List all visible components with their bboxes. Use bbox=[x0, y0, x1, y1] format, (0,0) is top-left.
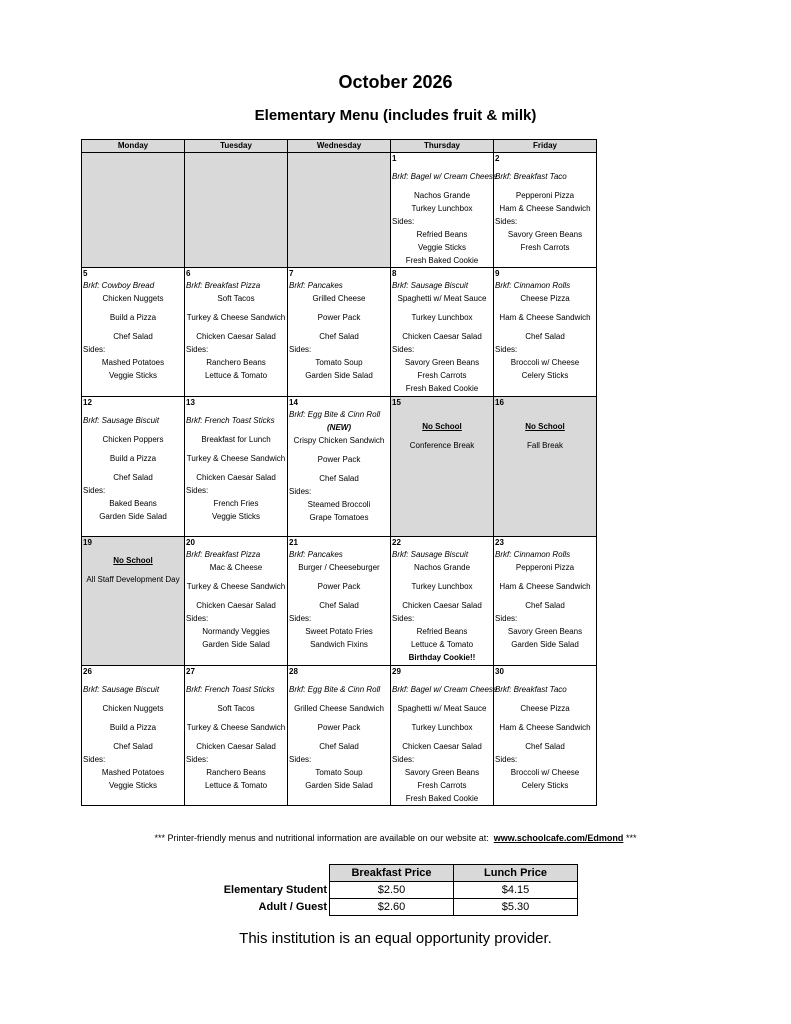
menu-item: Crispy Chicken Sandwich bbox=[293, 436, 385, 445]
weekday-header: Monday bbox=[82, 140, 185, 153]
day-cell bbox=[494, 537, 597, 666]
breakfast-price-header: Breakfast Price bbox=[330, 865, 454, 882]
menu-item: Soft Tacos bbox=[217, 294, 255, 303]
day-cell bbox=[185, 397, 288, 537]
day-cell bbox=[494, 268, 597, 397]
breakfast-item: Brkf: Egg Bite & Cinn Roll bbox=[289, 685, 381, 694]
day-cell bbox=[391, 153, 498, 268]
special-item: Birthday Cookie!! bbox=[408, 653, 476, 662]
price-row bbox=[216, 882, 578, 899]
menu-item: French Fries bbox=[213, 499, 259, 508]
menu-item: Fresh Carrots bbox=[417, 781, 467, 790]
menu-item: Chef Salad bbox=[319, 742, 359, 751]
menu-item: All Staff Development Day bbox=[86, 575, 180, 584]
day-cell bbox=[288, 153, 391, 268]
breakfast-item: Brkf: Sausage Biscuit bbox=[83, 416, 160, 425]
menu-item: Chicken Poppers bbox=[102, 435, 164, 444]
week-row bbox=[82, 666, 597, 806]
menu-item: Spaghetti w/ Meat Sauce bbox=[397, 704, 487, 713]
breakfast-item: Brkf: Breakfast Taco bbox=[495, 685, 567, 694]
menu-item: Build a Pizza bbox=[109, 313, 157, 322]
day-number: 13 bbox=[186, 398, 195, 407]
menu-item: Savory Green Beans bbox=[507, 627, 583, 636]
menu-item: Tomato Soup bbox=[315, 768, 363, 777]
sides-label: Sides: bbox=[289, 755, 312, 764]
menu-item: Veggie Sticks bbox=[417, 243, 467, 252]
day-number: 9 bbox=[495, 269, 500, 278]
menu-item: Lettuce & Tomato bbox=[410, 640, 474, 649]
day-number: 27 bbox=[186, 667, 195, 676]
menu-item: Lettuce & Tomato bbox=[204, 781, 268, 790]
menu-item: Chicken Caesar Salad bbox=[196, 601, 276, 610]
sides-label: Sides: bbox=[83, 755, 106, 764]
day-number: 20 bbox=[186, 538, 195, 547]
day-cell bbox=[494, 666, 597, 806]
week-row bbox=[82, 153, 597, 268]
menu-item: Chicken Caesar Salad bbox=[196, 473, 276, 482]
day-cell bbox=[82, 268, 185, 397]
menu-item: Nachos Grande bbox=[413, 191, 471, 200]
menu-item: Baked Beans bbox=[109, 499, 157, 508]
menu-item: Fresh Baked Cookie bbox=[405, 384, 479, 393]
menu-item: Turkey Lunchbox bbox=[411, 204, 473, 213]
sides-label: Sides: bbox=[495, 614, 518, 623]
menu-item: Broccoli w/ Cheese bbox=[510, 768, 580, 777]
menu-item: Turkey & Cheese Sandwich bbox=[186, 313, 286, 322]
menu-item: Celery Sticks bbox=[521, 371, 569, 380]
menu-item: Breakfast for Lunch bbox=[201, 435, 271, 444]
day-number: 7 bbox=[289, 269, 294, 278]
breakfast-item: Brkf: Cinnamon Rolls bbox=[495, 550, 571, 559]
day-number: 23 bbox=[495, 538, 504, 547]
menu-item: Cheese Pizza bbox=[520, 294, 570, 303]
menu-item: Chicken Caesar Salad bbox=[196, 332, 276, 341]
menu-item: Chef Salad bbox=[113, 332, 153, 341]
day-number: 1 bbox=[392, 154, 397, 163]
menu-item: Broccoli w/ Cheese bbox=[510, 358, 580, 367]
menu-item: Chicken Caesar Salad bbox=[402, 742, 482, 751]
day-cell bbox=[391, 268, 494, 397]
breakfast-item: Brkf: Sausage Biscuit bbox=[83, 685, 160, 694]
lunch-price-header: Lunch Price bbox=[454, 865, 578, 882]
menu-item: Turkey Lunchbox bbox=[411, 582, 473, 591]
menu-item: Power Pack bbox=[317, 723, 361, 732]
menu-item: Chef Salad bbox=[525, 601, 565, 610]
menu-item: Garden Side Salad bbox=[511, 640, 579, 649]
price-table bbox=[216, 864, 578, 916]
day-number: 15 bbox=[392, 398, 401, 407]
menu-item: Ranchero Beans bbox=[206, 358, 266, 367]
website-link[interactable]: www.schoolcafe.com/Edmond bbox=[493, 833, 624, 843]
website-note-suffix: *** bbox=[625, 833, 637, 843]
menu-item: Celery Sticks bbox=[521, 781, 569, 790]
menu-item: Soft Tacos bbox=[217, 704, 255, 713]
menu-item: Power Pack bbox=[317, 313, 361, 322]
sides-label: Sides: bbox=[289, 614, 312, 623]
sides-label: Sides: bbox=[83, 345, 106, 354]
sides-label: Sides: bbox=[392, 345, 415, 354]
day-cell bbox=[391, 397, 494, 537]
sides-label: Sides: bbox=[186, 345, 209, 354]
breakfast-item: Brkf: Pancakes bbox=[289, 550, 343, 559]
day-cell bbox=[288, 666, 391, 806]
breakfast-price: $2.50 bbox=[330, 882, 454, 899]
website-note bbox=[0, 833, 791, 843]
menu-item: Mac & Cheese bbox=[209, 563, 263, 572]
breakfast-price: $2.60 bbox=[330, 899, 454, 916]
day-cell bbox=[391, 666, 498, 806]
price-row-label: Adult / Guest bbox=[258, 901, 327, 913]
menu-item: Nachos Grande bbox=[413, 563, 471, 572]
day-number: 30 bbox=[495, 667, 504, 676]
price-corner bbox=[216, 865, 330, 882]
day-number: 5 bbox=[83, 269, 88, 278]
lunch-price: $4.15 bbox=[454, 882, 578, 899]
menu-item: Fall Break bbox=[526, 441, 563, 450]
day-cell bbox=[82, 537, 185, 666]
menu-item: Chef Salad bbox=[525, 332, 565, 341]
page-title: October 2026 bbox=[338, 72, 453, 92]
menu-item: Ham & Cheese Sandwich bbox=[499, 204, 591, 213]
day-number: 8 bbox=[392, 269, 397, 278]
sides-label: Sides: bbox=[392, 614, 415, 623]
menu-item: Chef Salad bbox=[113, 742, 153, 751]
day-cell bbox=[185, 537, 288, 666]
lunch-price: $5.30 bbox=[454, 899, 578, 916]
menu-item: Chicken Caesar Salad bbox=[196, 742, 276, 751]
menu-item: Chicken Caesar Salad bbox=[402, 601, 482, 610]
week-row bbox=[82, 537, 597, 666]
menu-item: Tomato Soup bbox=[315, 358, 363, 367]
menu-item: Turkey & Cheese Sandwich bbox=[186, 454, 286, 463]
breakfast-item: Brkf: Breakfast Taco bbox=[495, 172, 567, 181]
day-cell bbox=[82, 153, 185, 268]
weekday-header: Friday bbox=[494, 140, 597, 153]
price-row bbox=[216, 899, 578, 916]
week-row bbox=[82, 268, 597, 397]
menu-item: Pepperoni Pizza bbox=[515, 563, 575, 572]
menu-item: Sandwich Fixins bbox=[310, 640, 368, 649]
menu-item: Garden Side Salad bbox=[99, 512, 167, 521]
menu-item: Turkey & Cheese Sandwich bbox=[186, 582, 286, 591]
menu-item: Turkey Lunchbox bbox=[411, 313, 473, 322]
weekday-header: Tuesday bbox=[185, 140, 288, 153]
day-number: 28 bbox=[289, 667, 298, 676]
day-cell bbox=[391, 537, 494, 666]
menu-item: Steamed Broccoli bbox=[307, 500, 371, 509]
menu-item: Fresh Carrots bbox=[417, 371, 467, 380]
equal-opportunity-statement: This institution is an equal opportunity provider. bbox=[239, 930, 552, 947]
menu-item: Build a Pizza bbox=[109, 454, 157, 463]
breakfast-item: Brkf: Bagel w/ Cream Cheese bbox=[392, 685, 498, 694]
menu-item: Mashed Potatoes bbox=[101, 358, 165, 367]
breakfast-item: Brkf: Breakfast Pizza bbox=[186, 550, 261, 559]
breakfast-item: Brkf: Cowboy Bread bbox=[83, 281, 155, 290]
menu-item: Ham & Cheese Sandwich bbox=[499, 723, 591, 732]
day-cell bbox=[185, 153, 288, 268]
menu-item: Garden Side Salad bbox=[305, 781, 373, 790]
menu-item: Fresh Carrots bbox=[520, 243, 570, 252]
menu-item: Cheese Pizza bbox=[520, 704, 570, 713]
menu-item: Chef Salad bbox=[525, 742, 565, 751]
menu-item: Savory Green Beans bbox=[404, 358, 480, 367]
day-cell bbox=[288, 268, 391, 397]
day-cell bbox=[185, 268, 288, 397]
day-cell bbox=[82, 666, 185, 806]
menu-item: Refried Beans bbox=[416, 230, 468, 239]
day-cell bbox=[288, 537, 391, 666]
weekday-header-row bbox=[82, 140, 597, 153]
sides-label: Sides: bbox=[186, 755, 209, 764]
menu-item: Veggie Sticks bbox=[211, 512, 261, 521]
weekday-header: Thursday bbox=[391, 140, 494, 153]
day-cell bbox=[185, 666, 288, 806]
sides-label: Sides: bbox=[495, 755, 518, 764]
menu-item: Fresh Baked Cookie bbox=[405, 256, 479, 265]
menu-item: Veggie Sticks bbox=[108, 371, 158, 380]
menu-item: Power Pack bbox=[317, 455, 361, 464]
day-number: 2 bbox=[495, 154, 500, 163]
menu-item: Conference Break bbox=[409, 441, 475, 450]
menu-item: Refried Beans bbox=[416, 627, 468, 636]
day-number: 21 bbox=[289, 538, 298, 547]
menu-item: Savory Green Beans bbox=[507, 230, 583, 239]
menu-item: Burger / Cheeseburger bbox=[298, 563, 380, 572]
page-subtitle: Elementary Menu (includes fruit & milk) bbox=[254, 107, 537, 124]
menu-item: Veggie Sticks bbox=[108, 781, 158, 790]
no-school-label: No School bbox=[113, 556, 153, 565]
day-number: 16 bbox=[495, 398, 504, 407]
day-cell bbox=[288, 397, 391, 537]
menu-item: Chef Salad bbox=[319, 601, 359, 610]
menu-item: Chicken Nuggets bbox=[102, 294, 164, 303]
menu-item: Ranchero Beans bbox=[206, 768, 266, 777]
sides-label: Sides: bbox=[495, 345, 518, 354]
week-row bbox=[82, 397, 597, 537]
website-note-text: *** Printer-friendly menus and nutritional information are available on our website at: bbox=[154, 833, 489, 843]
breakfast-item: Brkf: Bagel w/ Cream Cheese bbox=[392, 172, 498, 181]
price-row-label: Elementary Student bbox=[223, 884, 327, 896]
new-badge: (NEW) bbox=[327, 423, 351, 432]
day-number: 14 bbox=[289, 398, 298, 407]
menu-item: Chef Salad bbox=[319, 474, 359, 483]
menu-item: Sweet Potato Fries bbox=[305, 627, 373, 636]
menu-item: Grilled Cheese bbox=[312, 294, 366, 303]
day-cell bbox=[82, 397, 185, 537]
menu-item: Fresh Baked Cookie bbox=[405, 794, 479, 803]
menu-item: Turkey Lunchbox bbox=[411, 723, 473, 732]
breakfast-item: Brkf: Pancakes bbox=[289, 281, 343, 290]
day-number: 26 bbox=[83, 667, 92, 676]
breakfast-item: Brkf: Breakfast Pizza bbox=[186, 281, 261, 290]
breakfast-item: Brkf: French Toast Sticks bbox=[186, 685, 275, 694]
breakfast-item: Brkf: Cinnamon Rolls bbox=[495, 281, 571, 290]
breakfast-item: Brkf: French Toast Sticks bbox=[186, 416, 275, 425]
menu-item: Turkey & Cheese Sandwich bbox=[186, 723, 286, 732]
sides-label: Sides: bbox=[495, 217, 518, 226]
no-school-label: No School bbox=[422, 422, 462, 431]
day-number: 6 bbox=[186, 269, 191, 278]
sides-label: Sides: bbox=[186, 614, 209, 623]
day-number: 12 bbox=[83, 398, 92, 407]
menu-item: Pepperoni Pizza bbox=[515, 191, 575, 200]
day-number: 22 bbox=[392, 538, 401, 547]
breakfast-item: Brkf: Egg Bite & Cinn Roll bbox=[289, 410, 381, 419]
menu-item: Mashed Potatoes bbox=[101, 768, 165, 777]
menu-item: Chicken Caesar Salad bbox=[402, 332, 482, 341]
menu-item: Build a Pizza bbox=[109, 723, 157, 732]
menu-item: Savory Green Beans bbox=[404, 768, 480, 777]
menu-item: Ham & Cheese Sandwich bbox=[499, 313, 591, 322]
menu-item: Garden Side Salad bbox=[305, 371, 373, 380]
sides-label: Sides: bbox=[289, 487, 312, 496]
day-number: 29 bbox=[392, 667, 401, 676]
breakfast-item: Brkf: Sausage Biscuit bbox=[392, 550, 469, 559]
day-cell bbox=[494, 153, 597, 268]
day-number: 19 bbox=[83, 538, 92, 547]
menu-item: Ham & Cheese Sandwich bbox=[499, 582, 591, 591]
menu-item: Spaghetti w/ Meat Sauce bbox=[397, 294, 487, 303]
menu-item: Chef Salad bbox=[319, 332, 359, 341]
menu-item: Chef Salad bbox=[113, 473, 153, 482]
menu-item: Chicken Nuggets bbox=[102, 704, 164, 713]
menu-item: Power Pack bbox=[317, 582, 361, 591]
sides-label: Sides: bbox=[392, 217, 415, 226]
sides-label: Sides: bbox=[186, 486, 209, 495]
breakfast-item: Brkf: Sausage Biscuit bbox=[392, 281, 469, 290]
sides-label: Sides: bbox=[289, 345, 312, 354]
no-school-label: No School bbox=[525, 422, 565, 431]
weekday-header: Wednesday bbox=[288, 140, 391, 153]
menu-item: Lettuce & Tomato bbox=[204, 371, 268, 380]
menu-item: Grape Tomatoes bbox=[309, 513, 369, 522]
menu-item: Grilled Cheese Sandwich bbox=[294, 704, 384, 713]
menu-item: Garden Side Salad bbox=[202, 640, 270, 649]
menu-calendar bbox=[81, 139, 597, 806]
day-cell bbox=[494, 397, 597, 537]
sides-label: Sides: bbox=[392, 755, 415, 764]
sides-label: Sides: bbox=[83, 486, 106, 495]
menu-item: Normandy Veggies bbox=[202, 627, 270, 636]
